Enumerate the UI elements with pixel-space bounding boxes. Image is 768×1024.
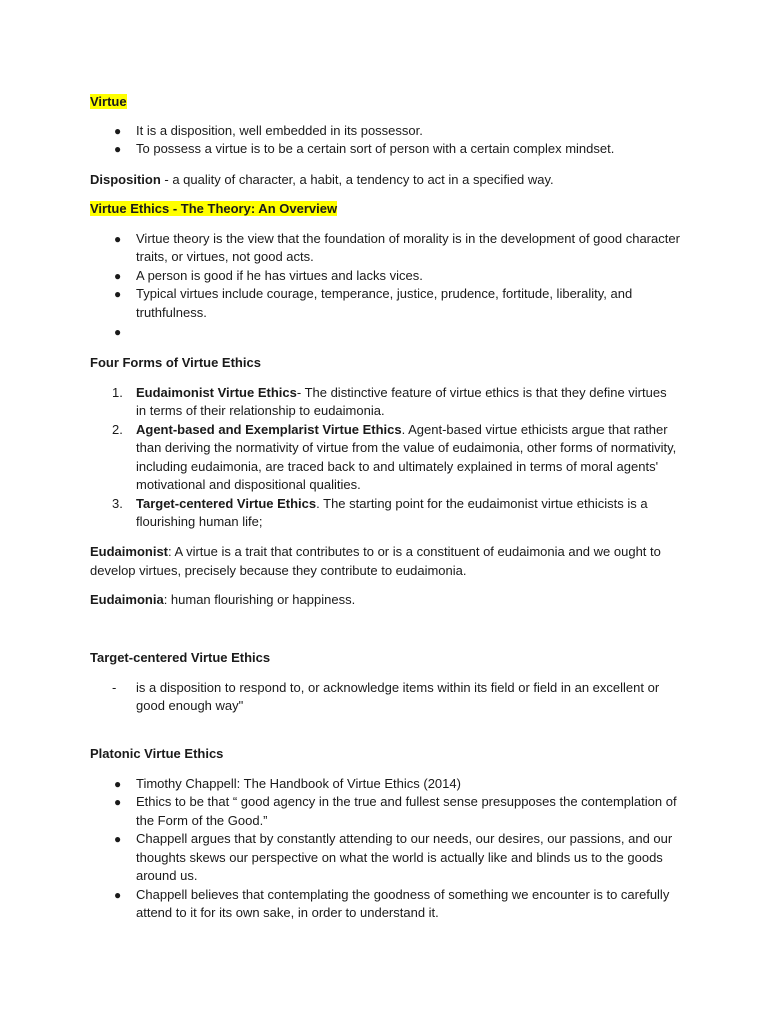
- bullet-icon: ●: [114, 795, 122, 809]
- list-item: ● Chappell believes that contemplating the goodness of something we encounter is to carefully attend to it for its own sake, in order to understand it.: [114, 886, 670, 920]
- list-item: ● Typical virtues include courage, temperance, justice, prudence, fortitude, liberality, and truthfulness.: [114, 286, 633, 320]
- eudaimonia-text: : human flourishing or happiness.: [163, 592, 356, 607]
- four-forms-heading: Four Forms of Virtue Ethics: [90, 355, 261, 370]
- list-item: - is a disposition to respond to, or acknowledge items within its field or field in an excellent or good enough way": [112, 679, 660, 713]
- list-number: 2.: [112, 421, 123, 437]
- four-forms-numbered-list: [90, 384, 680, 532]
- target-centered-dash-list: [90, 679, 680, 716]
- list-number: 1.: [112, 384, 123, 400]
- disposition-text: - a quality of character, a habit, a tendency to act in a specified way.: [160, 172, 554, 187]
- platonic-section: [90, 745, 680, 923]
- list-item: [90, 323, 680, 342]
- overview-section: [90, 200, 680, 342]
- virtue-section: [90, 93, 680, 159]
- platonic-heading: Platonic Virtue Ethics: [90, 746, 224, 761]
- eudaimonist-text: : A virtue is a trait that contributes to or is a constituent of eudaimonia and we ought to develop virtues, precisely because they contribute to eudaimonia.: [90, 544, 661, 578]
- bullet-icon: ●: [114, 887, 122, 902]
- list-item: ● Virtue theory is the view that the foundation of morality is in the development of good character traits, or virtues, not good acts.: [114, 230, 680, 264]
- overview-bullet-list: [90, 230, 680, 342]
- bullet-icon: ●: [114, 776, 122, 791]
- list-item: ● Timothy Chappell: The Handbook of Virtue Ethics (2014): [90, 775, 680, 794]
- list-item: 3. Target-centered Virtue Ethics. The starting point for the eudaimonist virtue ethicists is a flourishing human life;: [112, 495, 648, 529]
- disposition-definition: [90, 171, 680, 190]
- overview-heading: Virtue Ethics - The Theory: An Overview: [90, 201, 338, 216]
- list-item: ● It is a disposition, well embedded in its possessor.: [90, 122, 680, 141]
- eudaimonia-term: Eudaimonia: [90, 592, 164, 607]
- eudaimonia-definition: [90, 591, 680, 610]
- list-item: ● Chappell argues that by constantly attending to our needs, our desires, our passions, and our thoughts skews our perspective on what the world is actually like and blinds us to the goods around us.: [114, 831, 673, 883]
- list-item: 1. Eudaimonist Virtue Ethics- The distinctive feature of virtue ethics is that they define virtues in terms of their relationship to eudaimonia.: [112, 384, 667, 418]
- list-item: 2. Agent-based and Exemplarist Virtue Ethics. Agent-based virtue ethicists argue that rather than deriving the normativity of virtue from the value of eudaimonia, other forms of normativity, including eudaimonia, are traced back to and ultimately explained in terms of moral agents' motivational and dispositional qualities.: [112, 421, 677, 492]
- bullet-icon: ●: [114, 142, 122, 156]
- platonic-bullet-list: [90, 775, 680, 923]
- bullet-icon: ●: [114, 123, 122, 138]
- disposition-term: Disposition: [90, 172, 161, 187]
- target-centered-section: [90, 649, 680, 716]
- target-centered-heading: Target-centered Virtue Ethics: [90, 650, 271, 665]
- list-item: ● To possess a virtue is to be a certain sort of person with a certain complex mindset.: [90, 140, 680, 159]
- dash-marker: -: [112, 679, 117, 695]
- eudaimonist-definition: [90, 543, 680, 580]
- virtue-heading: Virtue: [90, 94, 127, 109]
- list-number: 3.: [112, 495, 123, 511]
- virtue-bullet-list: [90, 122, 680, 159]
- bullet-icon: ●: [114, 325, 122, 339]
- list-item: ● A person is good if he has virtues and lacks vices.: [90, 267, 680, 286]
- four-forms-section: [90, 354, 680, 532]
- bullet-icon: ●: [114, 268, 122, 283]
- bullet-icon: ●: [114, 231, 122, 246]
- bullet-icon: ●: [114, 832, 122, 846]
- list-item: ● Ethics to be that “ good agency in the true and fullest sense presupposes the contemplation of the Form of the Good.”: [114, 794, 677, 828]
- bullet-icon: ●: [114, 287, 122, 301]
- eudaimonist-term: Eudaimonist: [90, 544, 169, 559]
